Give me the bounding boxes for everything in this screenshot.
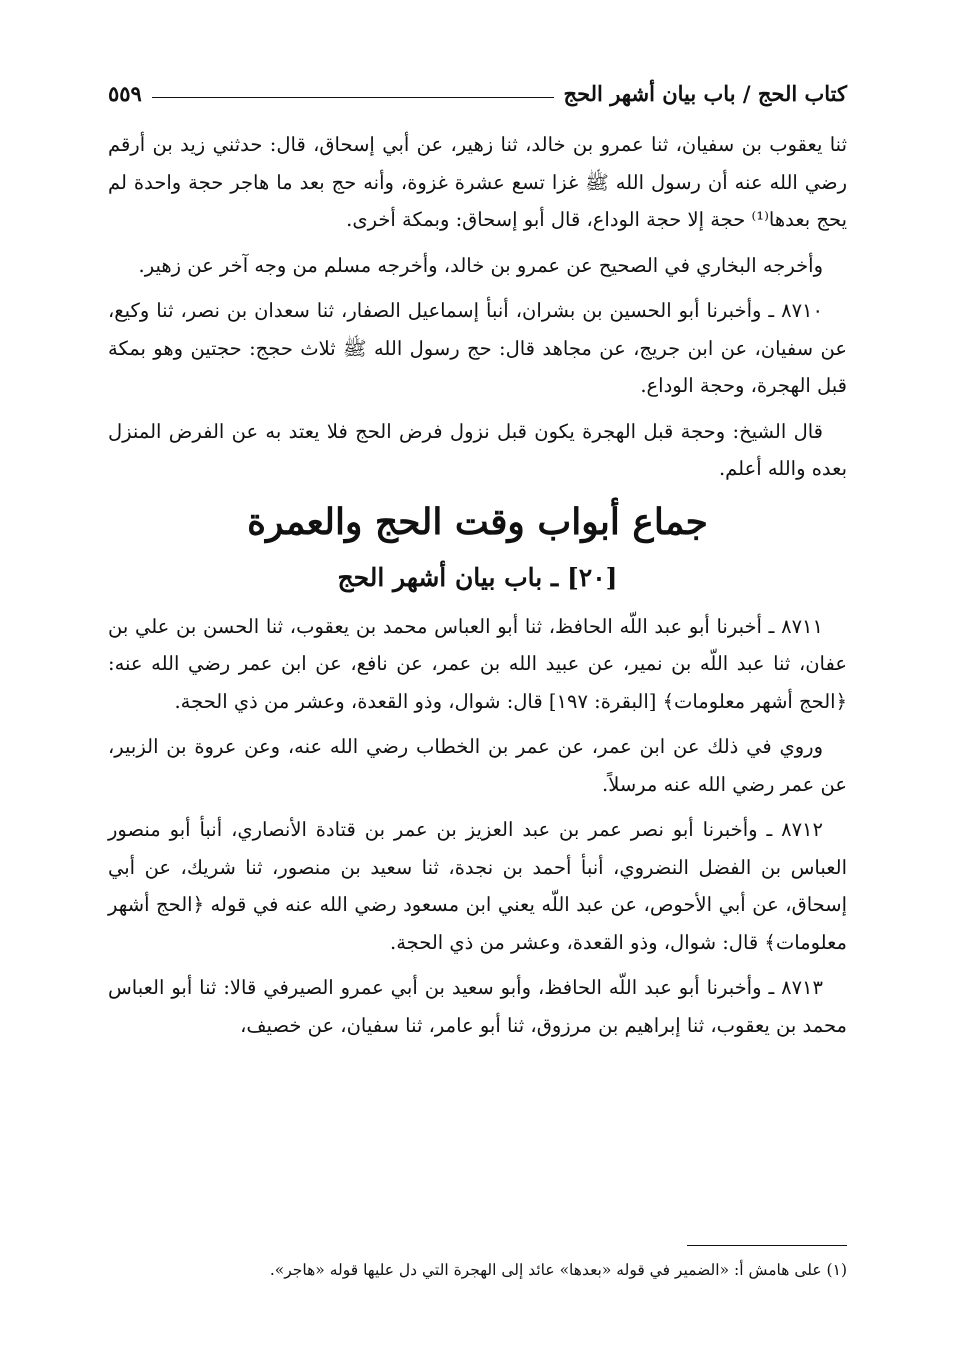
header-rule: [152, 97, 554, 98]
paragraph: وروي في ذلك عن ابن عمر، عن عمر بن الخطاب رضي الله عنه، وعن عروة بن الزبير، عن عمر رضي الله عنه مرسلاً.: [108, 735, 847, 796]
footnote-rule: [687, 1245, 847, 1246]
running-header: [108, 70, 847, 110]
header-title: كتاب الحج / باب بيان أشهر الحج: [563, 81, 847, 106]
paragraph: ٨٧١٣ ـ وأخبرنا أبو عبد اللّه الحافظ، وأبو سعيد بن أبي عمرو الصيرفي قالا: ثنا أبو العباس محمد بن يعقوب، ثنا إبراهيم بن مرزوق، ثنا أبو عامر، ثنا سفيان، عن خصيف،: [108, 976, 847, 1037]
paragraph: ٨٧١٢ ـ وأخبرنا أبو نصر عمر بن عبد العزيز بن عمر بن قتادة الأنصاري، أنبأ أبو منصور العباس بن الفضل النضروي، أنبأ أحمد بن نجدة، ثنا سعيد بن منصور، ثنا شريك، عن أبي إسحاق، عن أبي الأحوص، عن عبد اللّه يعني ابن مسعود رضي الله عنه في قوله ﴿الحج أشهر معلومات﴾ قال: شوال، وذو القعدة، وعشر من ذي الحجة.: [108, 818, 847, 954]
paragraph: ٨٧١٠ ـ وأخبرنا أبو الحسين بن بشران، أنبأ إسماعيل الصفار، ثنا سعدان بن نصر، ثنا وكيع، عن سفيان، عن ابن جريج، عن مجاهد قال: حج رسول الله ﷺ ثلاث حجج: حجتين وهو بمكة قبل الهجرة، وحجة الوداع.: [108, 299, 847, 397]
paragraph: ثنا يعقوب بن سفيان، ثنا عمرو بن خالد، ثنا زهير، عن أبي إسحاق، قال: حدثني زيد بن أرقم رضي الله عنه أن رسول الله ﷺ غزا تسع عشرة غزوة، وأنه حج بعد ما هاجر حجة واحدة لم يحج بعدها⁽¹⁾ حجة إلا حجة الوداع، قال أبو إسحاق: وبمكة أخرى.: [108, 133, 847, 231]
paragraph: ٨٧١١ ـ أخبرنا أبو عبد اللّه الحافظ، ثنا أبو العباس محمد بن يعقوب، ثنا الحسن بن علي بن عفان، ثنا عبد اللّه بن نمير، عن عبيد الله بن عمر، عن نافع، عن ابن عمر رضي الله عنه: ﴿الحج أشهر معلومات﴾ [البقرة: ١٩٧] قال: شوال، وذو القعدة، وعشر من ذي الحجة.: [108, 614, 847, 713]
chapter-heading: [٢٠] ـ باب بيان أشهر الحج: [337, 562, 618, 592]
page-number: ٥٥٩: [108, 81, 142, 106]
section-heading: جماع أبواب وقت الحج والعمرة: [247, 500, 708, 543]
footnote: (١) على هامش أ: «الضمير في قوله «بعدها» عائد إلى الهجرة التي دل عليها قوله «هاجر».: [269, 1261, 847, 1279]
paragraph: قال الشيخ: وحجة قبل الهجرة يكون قبل نزول فرض الحج فلا يعتد به عن الفرض المنزل بعده والله أعلم.: [108, 419, 847, 480]
paragraph: وأخرجه البخاري في الصحيح عن عمرو بن خالد، وأخرجه مسلم من وجه آخر عن زهير.: [138, 253, 823, 277]
page-body: [108, 126, 847, 1052]
